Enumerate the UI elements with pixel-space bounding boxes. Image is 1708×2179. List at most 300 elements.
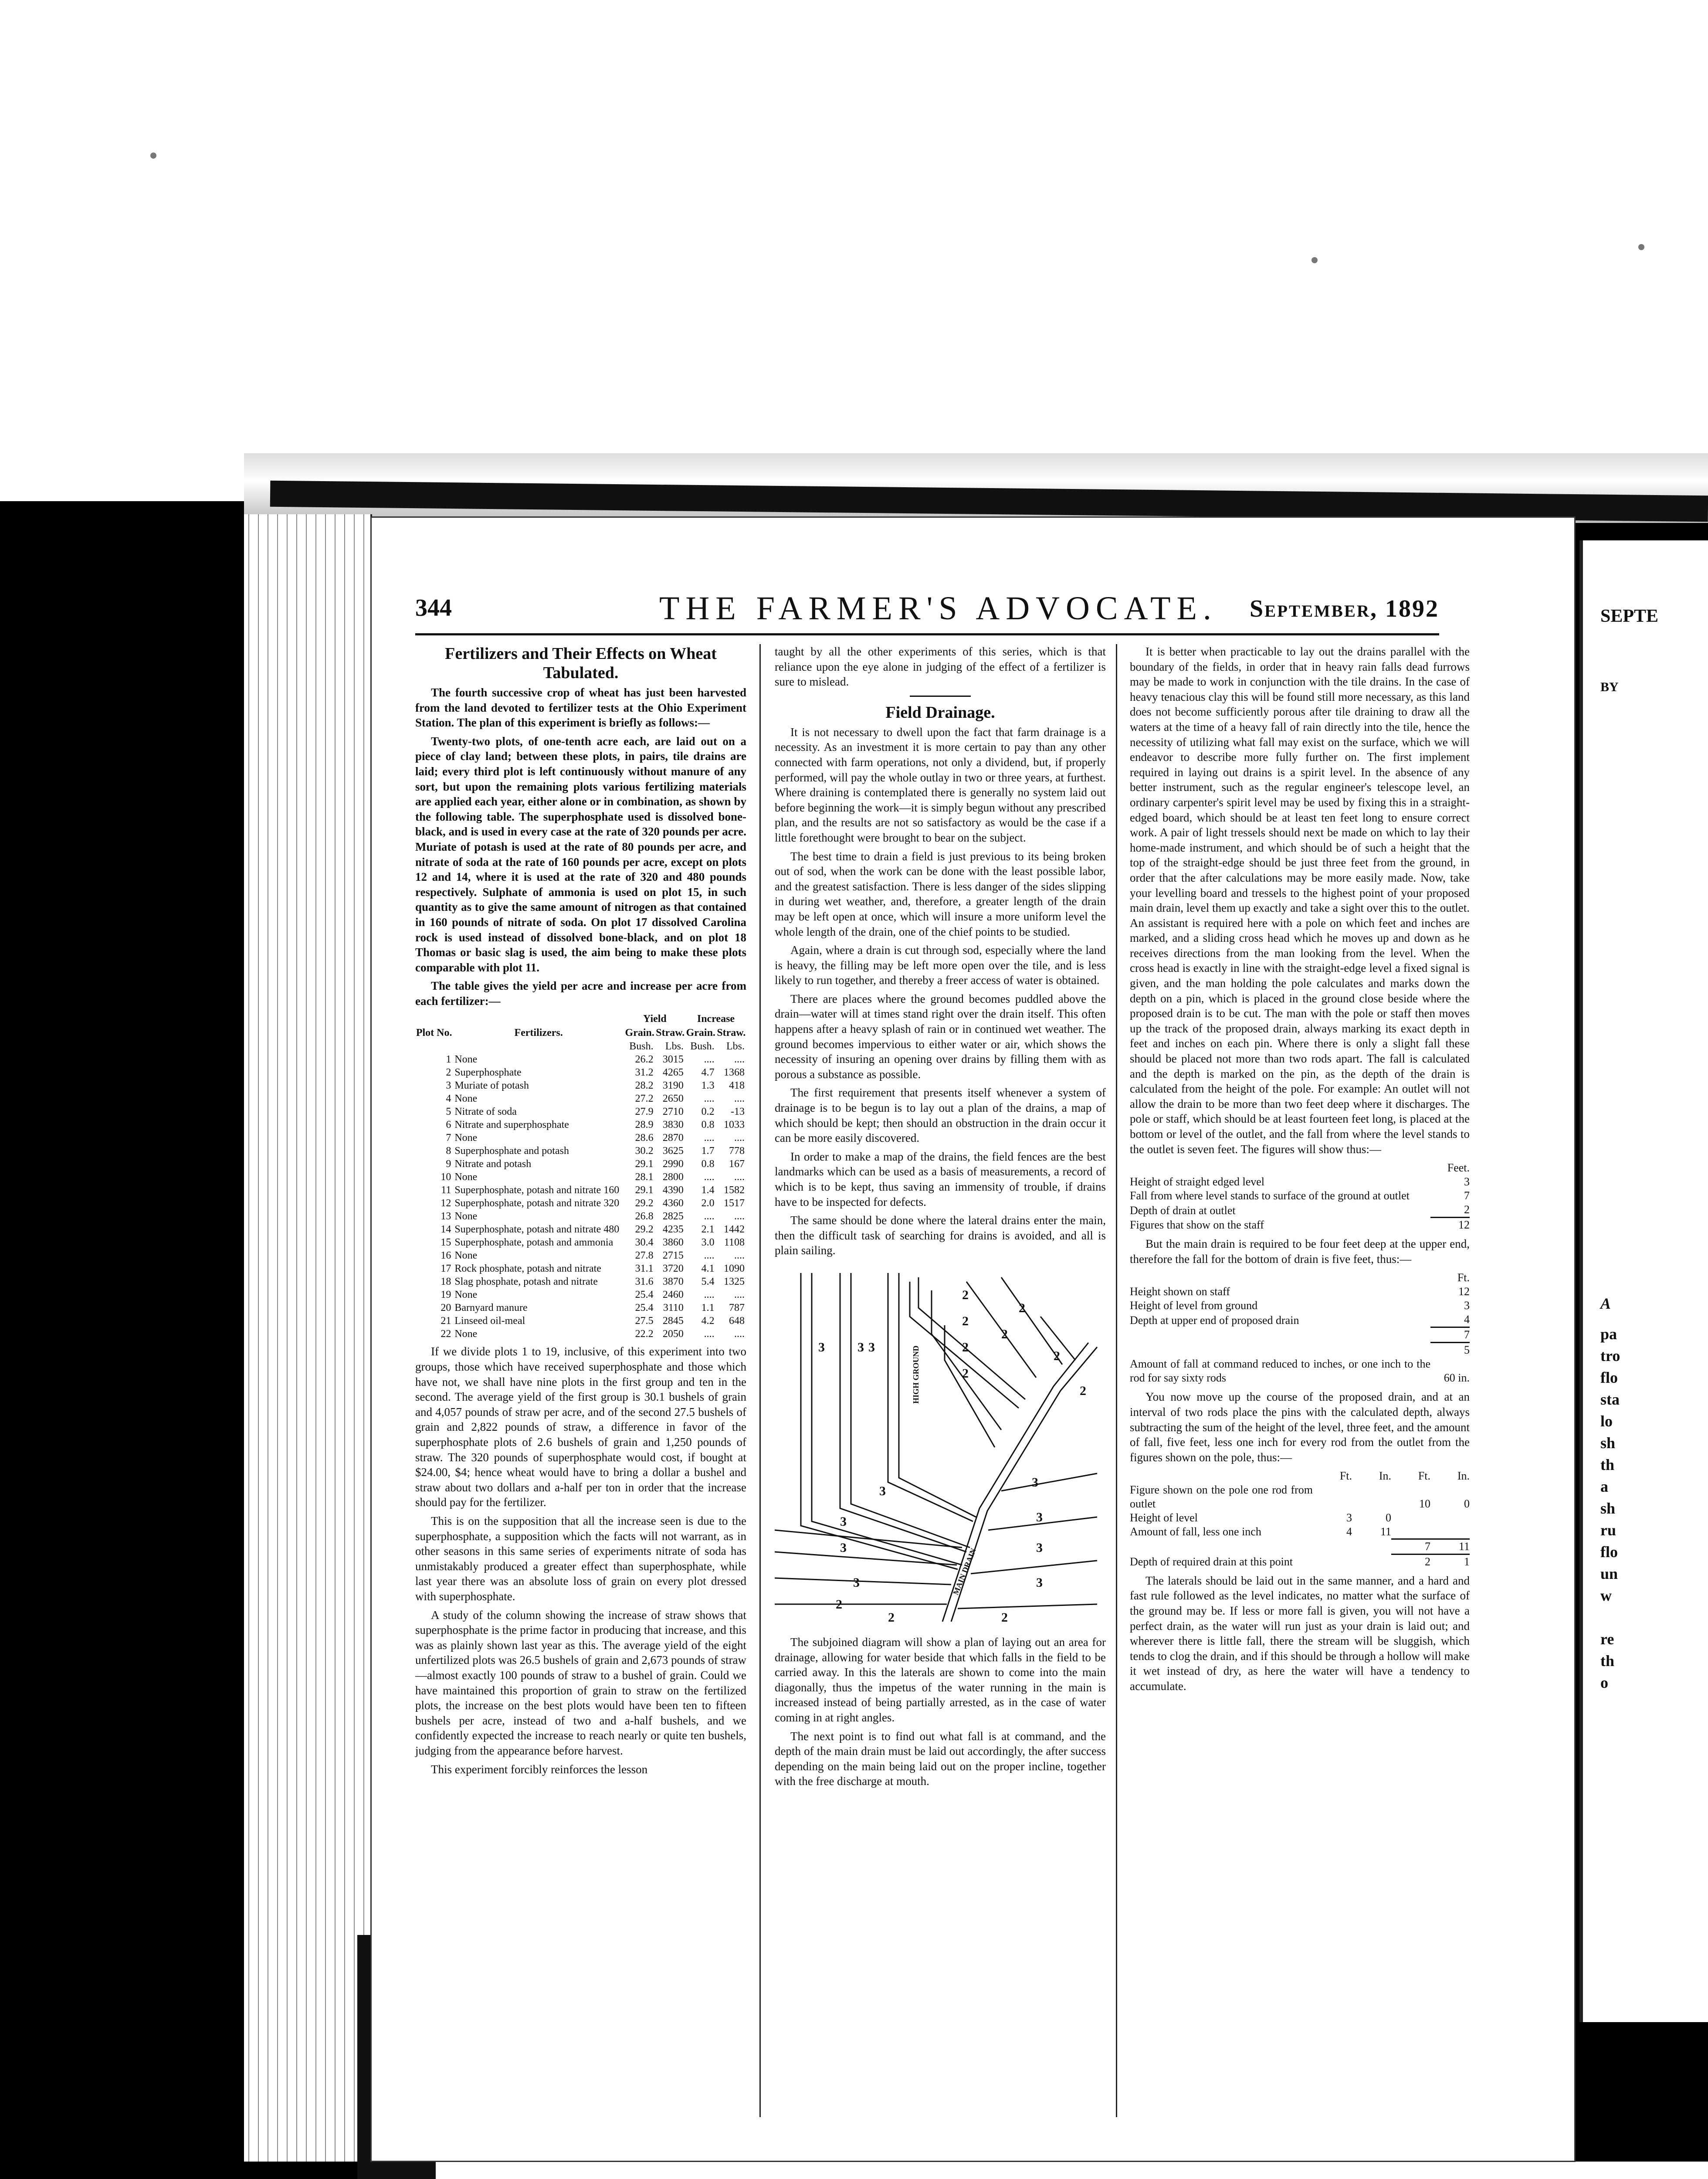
- paragraph: The subjoined diagram will show a plan of laying out an area for drainage, allowing for water beside that which falls in the field to be carried away. In this the laterals are shown to come into the main diagonally, thus the impetus of the water running in the main is increased instead of being partially arrested, as in the case of water coming in at right angles.: [775, 1635, 1106, 1724]
- calc-value: 4: [1464, 1313, 1470, 1326]
- table-row: [415, 1079, 746, 1092]
- adjacent-page-text: un: [1600, 1565, 1618, 1582]
- yield-value-cell: 2990: [662, 1158, 684, 1170]
- plot-number-cell: 18: [441, 1276, 451, 1288]
- fertilizer-cell: None: [454, 1132, 478, 1144]
- plot-number-cell: 10: [441, 1171, 451, 1183]
- yield-value-cell: 22.2: [635, 1328, 654, 1340]
- calc-value: 11: [1380, 1525, 1391, 1538]
- adjacent-page-text: re: [1600, 1630, 1614, 1648]
- paragraph: If we divide plots 1 to 19, inclusive, of this experiment into two groups, those which have received superphosphate and those which have not, we shall have nine plots in the first group and ten in the second. The average yield of the first group is 30.1 bushels of grain and 4,057 pounds of straw per acre, and of the second 27.5 bushels of grain and 2,822 pounds of straw, a difference in favor of the superphosphate plots of 2.6 bushels of grain and 1,250 pounds of straw. The 320 pounds of superphosphate would cost, if bought at $24.00, $4; hence wheat would have to bring a dollar a bushel and straw about two dollars and a-half per ton in order that the increase should pay for the fertilizer.: [415, 1345, 746, 1509]
- yield-value-cell: 27.2: [635, 1093, 654, 1105]
- yield-value-cell: 1090: [724, 1263, 745, 1275]
- plot-number-cell: 15: [441, 1237, 451, 1249]
- calc-label: Amount of fall at command reduced to inches, or one inch to the rod for say sixty rods: [1130, 1358, 1430, 1385]
- adjacent-page-text: flo: [1600, 1369, 1618, 1386]
- yield-value-cell: ....: [734, 1171, 745, 1183]
- table-row: [415, 1288, 746, 1301]
- page-stack-edge: [244, 514, 372, 2162]
- yield-value-cell: 1442: [724, 1224, 745, 1235]
- yield-value-cell: 30.4: [635, 1237, 654, 1249]
- plot-number-cell: 11: [441, 1185, 451, 1196]
- adjacent-page-text: BY: [1600, 680, 1619, 694]
- fertilizer-cell: Superphosphate, potash and nitrate 320: [454, 1198, 620, 1209]
- plot-number-cell: 4: [446, 1093, 451, 1105]
- table-header: Straw.: [717, 1027, 746, 1039]
- diagram-label: 3: [1036, 1540, 1043, 1555]
- plot-number-cell: 19: [441, 1289, 451, 1301]
- calc-label: Height of level from ground: [1130, 1299, 1258, 1312]
- paragraph: The next point is to find out what fall is at command, and the depth of the main drain must be laid out accordingly, the after success depending on the main being laid out on the proper incline, together with the free discharge at mouth.: [775, 1729, 1106, 1788]
- article-separator: [910, 696, 971, 697]
- yield-value-cell: 2800: [662, 1171, 684, 1183]
- yield-value-cell: 648: [729, 1315, 745, 1327]
- lateral-drain: [971, 1561, 1097, 1574]
- adjacent-page-text: sta: [1600, 1391, 1620, 1408]
- yield-value-cell: 25.4: [635, 1302, 654, 1314]
- yield-value-cell: 1108: [724, 1237, 745, 1249]
- calc-subtotal: 7: [1430, 1327, 1470, 1343]
- plot-number-cell: 12: [441, 1198, 451, 1209]
- calc-value: 0: [1386, 1511, 1391, 1524]
- calc-value: 1: [1430, 1554, 1470, 1569]
- table-group-header: Increase: [697, 1013, 735, 1025]
- yield-value-cell: 4235: [662, 1224, 684, 1235]
- diagram-label: 3: [818, 1340, 825, 1354]
- yield-value-cell: 787: [729, 1302, 745, 1314]
- table-row: [415, 1249, 746, 1262]
- calc-label: Depth at upper end of proposed drain: [1130, 1314, 1299, 1327]
- calc-value: 3: [1346, 1511, 1352, 1524]
- article-title: Fertilizers and Their Effects on Wheat Tabulated.: [445, 645, 717, 682]
- table-row: [415, 1197, 746, 1210]
- yield-value-cell: 0.8: [701, 1158, 715, 1170]
- fertilizer-cell: Muriate of potash: [454, 1080, 529, 1092]
- calc-value: 2: [1464, 1203, 1470, 1216]
- column-divider: [759, 644, 761, 2117]
- yield-value-cell: 2.1: [701, 1224, 715, 1235]
- table-unit: Bush.: [690, 1041, 715, 1052]
- calculation-table-1: [1130, 1161, 1470, 1232]
- plot-number-cell: 20: [441, 1302, 451, 1314]
- calc-sum: 11: [1430, 1539, 1470, 1554]
- yield-value-cell: 4390: [662, 1185, 684, 1196]
- calc-value: 4: [1346, 1525, 1352, 1538]
- plot-number-cell: 9: [446, 1158, 451, 1170]
- yield-value-cell: 2715: [662, 1250, 684, 1262]
- paragraph: The fourth successive crop of wheat has just been harvested from the land devoted to fertilizer tests at the Ohio Experiment Station. The plan of this experiment is briefly as follows:—: [415, 686, 746, 730]
- paragraph: The same should be done where the lateral drains enter the main, then the difficult task of searching for drains is avoided, and all is plain sailing.: [775, 1214, 1106, 1257]
- yield-value-cell: ....: [704, 1211, 715, 1222]
- fertilizer-cell: None: [454, 1211, 478, 1222]
- drainage-diagram: [775, 1264, 1106, 1630]
- paragraph: A study of the column showing the increase of straw shows that superphosphate is the prime factor in producing that increase, and this was as plainly shown last year as this. The average yield of the eight unfertilized plots was 26.5 bushels of grain and 2,673 pounds of straw—almost exactly 100 pounds of straw to a bushel of grain. Could we have maintained this proportion of grain to straw on the fertilized plots, the increase on the best plots would have been ten to fifteen bushels per acre, instead of two and a-half bushels, and we confidently expected the increase to reach nearly or quite ten bushels, judging from the appearance before harvest.: [415, 1608, 746, 1757]
- yield-value-cell: 29.1: [635, 1185, 654, 1196]
- yield-value-cell: 2460: [662, 1289, 684, 1301]
- diagram-label: 2: [1080, 1383, 1086, 1398]
- yield-value-cell: 28.2: [635, 1080, 654, 1092]
- calc-unit: Ft.: [1418, 1470, 1430, 1483]
- table-group-header: Yield: [643, 1013, 667, 1025]
- paragraph: The best time to drain a field is just previous to its being broken out of sod, when the work can be done with the least possible labor, and the greatest satisfaction. There is less danger of the sides slipping in during wet weather, and, therefore, a greater length of the drain may be left open at once, which will insure a more uniform level the whole length of the drain, one of the chief points to be studied.: [775, 849, 1106, 938]
- fertilizer-cell: None: [454, 1250, 478, 1262]
- diagram-label: 2: [962, 1340, 969, 1354]
- yield-value-cell: 27.5: [635, 1315, 654, 1327]
- lateral-drain: [775, 1578, 951, 1585]
- diagram-label: 2: [962, 1366, 969, 1381]
- yield-value-cell: 26.2: [635, 1054, 654, 1066]
- calc-label: Height of straight edged level: [1130, 1175, 1265, 1188]
- yield-value-cell: 3.0: [701, 1237, 715, 1249]
- page-number: 344: [415, 594, 452, 621]
- calc-label: Fall from where level stands to surface of the ground at outlet: [1130, 1189, 1410, 1202]
- dust-speck: [1638, 244, 1644, 250]
- fertilizer-cell: None: [454, 1289, 478, 1301]
- diagram-label: 3: [857, 1340, 864, 1354]
- calc-unit: Ft.: [1339, 1470, 1352, 1483]
- yield-value-cell: ....: [704, 1093, 715, 1105]
- fertilizer-cell: Superphosphate, potash and nitrate 480: [454, 1224, 620, 1235]
- yield-value-cell: 1.3: [701, 1080, 715, 1092]
- calc-sum: 7: [1391, 1539, 1430, 1554]
- lateral-drain: [812, 1273, 962, 1565]
- fertilizer-cell: Linseed oil-meal: [454, 1315, 525, 1327]
- calc-value: 3: [1464, 1175, 1470, 1188]
- column-1: [415, 644, 746, 1780]
- paragraph: The table gives the yield per acre and increase per acre from each fertilizer:—: [415, 979, 746, 1008]
- lateral-drain: [988, 1517, 1097, 1530]
- fertilizer-cell: Nitrate and superphosphate: [454, 1119, 569, 1131]
- lateral-drain: [932, 1287, 1001, 1430]
- table-header: Grain.: [625, 1027, 654, 1039]
- diagram-label: 3: [868, 1340, 875, 1354]
- adjacent-page-text: pa: [1600, 1325, 1617, 1343]
- diagram-label: 3: [879, 1483, 886, 1498]
- yield-value-cell: 4.2: [701, 1315, 715, 1327]
- issue-date: September, 1892: [1249, 595, 1439, 622]
- plot-number-cell: 5: [446, 1106, 451, 1118]
- yield-value-cell: 778: [729, 1145, 745, 1157]
- calc-label: Amount of fall, less one inch: [1130, 1525, 1261, 1538]
- table-row: [415, 1144, 746, 1157]
- diagram-label: 2: [888, 1610, 895, 1625]
- yield-value-cell: ....: [734, 1054, 745, 1066]
- yield-value-cell: ....: [704, 1171, 715, 1183]
- diagram-label: 2: [1001, 1610, 1008, 1625]
- plot-number-cell: 21: [441, 1315, 451, 1327]
- yield-table: [415, 1012, 746, 1341]
- article-intro: [415, 685, 746, 1008]
- fertilizer-cell: None: [454, 1171, 478, 1183]
- adjacent-page-text: o: [1600, 1674, 1608, 1691]
- yield-value-cell: 3870: [662, 1276, 684, 1288]
- yield-table-body: [415, 1053, 746, 1341]
- yield-value-cell: 4.7: [701, 1067, 715, 1079]
- calc-unit: In.: [1457, 1470, 1470, 1483]
- calc-label: Height shown on staff: [1130, 1285, 1230, 1298]
- yield-value-cell: 167: [729, 1158, 745, 1170]
- calc-value: 60 in.: [1444, 1371, 1470, 1385]
- calc-unit: Ft.: [1457, 1271, 1470, 1284]
- table-row: [415, 1262, 746, 1275]
- scan-background-bottom: [436, 2162, 1708, 2179]
- yield-value-cell: 25.4: [635, 1289, 654, 1301]
- adjacent-page-date: SEPTE: [1600, 606, 1659, 626]
- yield-value-cell: 30.2: [635, 1145, 654, 1157]
- publication-title: THE FARMER'S ADVOCATE.: [659, 590, 1217, 627]
- yield-value-cell: 1.7: [701, 1145, 715, 1157]
- yield-value-cell: 31.6: [635, 1276, 654, 1288]
- paragraph: It is better when practicable to lay out the drains parallel with the boundary of the fields, in order that in heavy rain falls dead furrows may be made to work in conjunction with the tile drains. In the case of heavy tenacious clay this will be found still more necessary, as this land does not become sufficiently porous after tile draining to draw all the waters at the time of a heavy fall of rain directly into the tile, hence the necessity of utilizing what fall may exist on the surface, which we will endeavor to describe more fully further on. The first implement required in laying out drains is a spirit level. In the absence of any better instrument, such as the regular engineer's telescope level, an ordinary carpenter's spirit level may be used by fixing this in a straight-edged board, which should be at least ten feet long to ensure correct work. A pair of light tressels should next be made on which to lay their home-made instrument, and which should be of such a height that the top of the straight-edge should be just three feet from the ground, in order that the after calculations may be more easily made. Now, take your levelling board and tressels to the highest point of your proposed main drain, level them up exactly and take a sight over this to the outlet. An assistant is required here with a pole on which feet and inches are marked, and a sliding cross head which he moves up and down as he receives directions from the man looking from the level. When the cross head is exactly in line with the straight-edge level a fixed signal is given, and the man holding the pole calculates and marks down the depth on a pin, which is placed in the ground close beside where the proposed drain is to be cut. The man with the pole or staff then moves up the track of the proposed drain, always marking its exact depth in feet and inches on each pin. Where there is only a slight fall these should be placed not more than two rods apart. The fall is calculated and the depth is marked on the pin, as the depth of the drain is calculated from the height of the pole. For example: An outlet will not allow the drain to be more than two feet deep where it discharges. The pole or staff, which should be at least fourteen feet long, is placed at the bottom or level of the outlet, and the fall from where the level stands to the outlet is seven feet. The figures will show thus:—: [1130, 645, 1470, 1156]
- yield-value-cell: 2825: [662, 1211, 684, 1222]
- calc-value: 0: [1464, 1497, 1470, 1510]
- yield-value-cell: 29.2: [635, 1198, 654, 1209]
- table-unit: Bush.: [629, 1041, 654, 1052]
- table-unit: Lbs.: [726, 1041, 745, 1052]
- yield-value-cell: ....: [704, 1132, 715, 1144]
- diagram-label: 2: [1054, 1348, 1060, 1363]
- paragraph: Twenty-two plots, of one-tenth acre each, are laid out on a piece of clay land; between these plots, in pairs, tile drains are laid; every third plot is left continuously without manure of any sort, but upon the remaining plots various fertilizing materials are applied each year, either alone or in combination, as shown by the following table. The superphosphate used is dissolved bone-black, and is used in every case at the rate of 320 pounds per acre. Muriate of potash is used at the rate of 80 pounds per acre, and nitrate of soda at the rate of 160 pounds per acre, except on plots 12 and 14, where it is used at the rate of 320 and 480 pounds respectively. Sulphate of ammonia is used on plot 15, in such quantity as to give the same amount of nitrogen as that contained in 160 pounds of nitrate of soda. On plot 17 dissolved Carolina rock is used instead of dissolved bone-black, and on plot 18 Thomas or basic slag is used, the aim being to make these plots comparable with plot 11.: [415, 734, 746, 974]
- fertilizer-cell: Nitrate and potash: [454, 1158, 532, 1170]
- fertilizer-cell: Rock phosphate, potash and nitrate: [454, 1263, 601, 1275]
- calc-unit: In.: [1379, 1470, 1391, 1483]
- calc-value: 2: [1391, 1554, 1430, 1569]
- calculation-table-3: [1130, 1469, 1470, 1569]
- yield-value-cell: 1033: [724, 1119, 745, 1131]
- yield-value-cell: 1325: [724, 1276, 745, 1288]
- yield-value-cell: 1368: [724, 1067, 745, 1079]
- dust-speck: [150, 153, 156, 159]
- yield-value-cell: 27.9: [635, 1106, 654, 1118]
- table-header: Plot No.: [416, 1027, 452, 1039]
- paragraph: The first requirement that presents itself whenever a system of drainage is to be begun is to lay out a plan of the drains, a map of which should be kept; then should an obstruction in the drain occur it can be more easily discovered.: [775, 1086, 1106, 1145]
- diagram-high-ground-label: HIGH GROUND: [912, 1345, 920, 1404]
- yield-value-cell: 26.8: [635, 1211, 654, 1222]
- yield-value-cell: 3860: [662, 1237, 684, 1249]
- yield-value-cell: 2845: [662, 1315, 684, 1327]
- calc-value: 7: [1464, 1189, 1470, 1202]
- yield-value-cell: 3110: [663, 1302, 684, 1314]
- calc-label: Figure shown on the pole one rod from outlet: [1130, 1483, 1313, 1510]
- diagram-label: 3: [1036, 1510, 1043, 1524]
- table-unit: Lbs.: [665, 1041, 684, 1052]
- table-header: Fertilizers.: [514, 1027, 563, 1039]
- masthead: [415, 590, 1439, 629]
- fertilizer-cell: Nitrate of soda: [454, 1106, 517, 1118]
- fertilizer-cell: Superphosphate: [454, 1067, 522, 1079]
- diagram-main-drain-label: MAIN DRAIN: [951, 1547, 978, 1596]
- paragraph: In order to make a map of the drains, the field fences are the best landmarks which can be used as a basis of measurements, a record of which is to be kept, thus saving an immensity of trouble, if drains have to be inspected for defects.: [775, 1150, 1106, 1208]
- table-row: [415, 1314, 746, 1327]
- calc-label: Depth of drain at outlet: [1130, 1204, 1236, 1217]
- fertilizer-cell: Barnyard manure: [454, 1302, 528, 1314]
- plot-number-cell: 6: [446, 1119, 451, 1131]
- dust-speck: [1312, 257, 1318, 263]
- adjacent-page-fragment: [1579, 540, 1708, 2022]
- table-row: [415, 1275, 746, 1288]
- yield-value-cell: ....: [734, 1093, 745, 1105]
- column-2: [775, 644, 1106, 1792]
- yield-value-cell: 1.1: [701, 1302, 715, 1314]
- yield-value-cell: 2710: [662, 1106, 684, 1118]
- yield-value-cell: 1.4: [701, 1185, 715, 1196]
- table-header: Grain.: [686, 1027, 715, 1039]
- yield-value-cell: 2870: [662, 1132, 684, 1144]
- calc-label: Figures that show on the staff: [1130, 1218, 1264, 1232]
- yield-value-cell: 0.8: [701, 1119, 715, 1131]
- lateral-drain: [888, 1273, 973, 1521]
- yield-value-cell: 2050: [662, 1328, 684, 1340]
- table-row: [415, 1118, 746, 1131]
- calc-result: 5: [1430, 1343, 1470, 1358]
- calc-total: 12: [1430, 1218, 1470, 1232]
- plot-number-cell: 13: [441, 1211, 451, 1222]
- yield-value-cell: 28.1: [635, 1171, 654, 1183]
- plot-number-cell: 14: [441, 1224, 451, 1235]
- yield-value-cell: 3625: [662, 1145, 684, 1157]
- table-row: [415, 1092, 746, 1105]
- diagram-label: 3: [853, 1575, 860, 1590]
- adjacent-page-text: tro: [1600, 1347, 1620, 1364]
- yield-value-cell: 1582: [724, 1185, 745, 1196]
- adjacent-page-text: A: [1600, 1295, 1611, 1312]
- calc-unit: Feet.: [1447, 1161, 1470, 1174]
- paragraph: There are places where the ground becomes puddled above the drain—water will at times stand right over the drain itself. This often happens after a heavy splash of rain or in continued wet weather. The ground becomes impervious to either water or air, which shows the necessity of insuring an opening over drains by filling them with as porous a substance as possible.: [775, 992, 1106, 1081]
- diagram-label: 2: [1001, 1327, 1008, 1341]
- lateral-drain: [1001, 1277, 1062, 1364]
- table-row: [415, 1210, 746, 1223]
- yield-value-cell: 28.9: [635, 1119, 654, 1131]
- paragraph: This experiment forcibly reinforces the lesson: [431, 1762, 648, 1776]
- plot-number-cell: 17: [441, 1263, 451, 1275]
- yield-value-cell: ....: [734, 1289, 745, 1301]
- column-divider: [1116, 644, 1117, 2117]
- yield-value-cell: ....: [704, 1328, 715, 1340]
- fertilizer-cell: Slag phosphate, potash and nitrate: [454, 1276, 598, 1288]
- yield-value-cell: 29.2: [635, 1224, 654, 1235]
- yield-value-cell: 3720: [662, 1263, 684, 1275]
- yield-value-cell: 4360: [662, 1198, 684, 1209]
- plot-number-cell: 3: [446, 1080, 451, 1092]
- adjacent-page-text: flo: [1600, 1543, 1618, 1561]
- paragraph: taught by all the other experiments of this series, which is that reliance upon the eye alone in judging of the effect of a fertilizer is sure to mislead.: [775, 645, 1106, 689]
- lateral-drain: [1001, 1473, 1097, 1491]
- yield-value-cell: 3015: [662, 1054, 684, 1066]
- paragraph: You now move up the course of the proposed drain, and at an interval of two rods place the pins with the calculated depth, always subtracting the sum of the height of the level, three feet, and the amount of fall, five feet, less one inch for every rod from the outlet from the figures shown on the pole, thus:—: [1130, 1390, 1470, 1464]
- calculation-table-2: [1130, 1271, 1470, 1385]
- table-row: [415, 1066, 746, 1079]
- adjacent-page-text: sh: [1600, 1434, 1616, 1452]
- yield-value-cell: 29.1: [635, 1158, 654, 1170]
- yield-value-cell: ....: [734, 1328, 745, 1340]
- fertilizer-cell: None: [454, 1328, 478, 1340]
- adjacent-page-text: ru: [1600, 1521, 1616, 1539]
- fertilizer-cell: None: [454, 1054, 478, 1066]
- yield-value-cell: ....: [704, 1289, 715, 1301]
- column-3: [1130, 644, 1470, 1697]
- table-row: [415, 1301, 746, 1314]
- lateral-drain: [958, 1604, 1097, 1609]
- yield-value-cell: 27.8: [635, 1250, 654, 1262]
- diagram-label: 3: [1032, 1475, 1038, 1490]
- table-row: [415, 1131, 746, 1144]
- yield-value-cell: ....: [734, 1132, 745, 1144]
- adjacent-page-text: w: [1600, 1587, 1612, 1604]
- scan-background-top: [0, 0, 1708, 501]
- plot-number-cell: 2: [446, 1067, 451, 1079]
- yield-value-cell: 2.0: [701, 1198, 715, 1209]
- adjacent-page-text: a: [1600, 1478, 1608, 1495]
- yield-value-cell: ....: [704, 1250, 715, 1262]
- plot-number-cell: 16: [441, 1250, 451, 1262]
- table-header: Straw.: [656, 1027, 685, 1039]
- fertilizer-cell: None: [454, 1093, 478, 1105]
- diagram-label: 2: [962, 1314, 969, 1328]
- yield-value-cell: 5.4: [701, 1276, 715, 1288]
- diagram-label: 3: [840, 1514, 847, 1529]
- newspaper-page: [370, 516, 1576, 2162]
- yield-value-cell: 0.2: [701, 1106, 715, 1118]
- diagram-label: 2: [1019, 1300, 1025, 1315]
- paragraph: But the main drain is required to be four feet deep at the upper end, therefore the fall for the bottom of drain is five feet, thus:—: [1130, 1237, 1470, 1266]
- diagram-label: 3: [840, 1540, 847, 1555]
- paragraph: Again, where a drain is cut through sod, especially where the land is heavy, the filling may be left more open over the tile, and is less likely to run together, and thereby a freer access of water is obtained.: [775, 944, 1106, 987]
- table-row: [415, 1105, 746, 1118]
- paragraph: This is on the supposition that all the increase seen is due to the superphosphate, a supposition which the facts will not warrant, as in other seasons in this same series of experiments nitrate of soda has unmistakably produced a greater effect than superphosphate, while last year there was an absolute loss of grain on every plot dressed with superphosphate.: [415, 1514, 746, 1603]
- table-row: [415, 1053, 746, 1066]
- table-row: [415, 1236, 746, 1249]
- adjacent-page-text: sh: [1600, 1500, 1616, 1517]
- adjacent-page-text: th: [1600, 1652, 1615, 1670]
- diagram-label: 3: [1036, 1575, 1043, 1590]
- table-row: [415, 1171, 746, 1184]
- drainage-diagram-svg: [775, 1264, 1106, 1630]
- calc-value: 10: [1419, 1497, 1430, 1510]
- plot-number-cell: 7: [446, 1132, 451, 1144]
- plot-number-cell: 8: [446, 1145, 451, 1157]
- yield-value-cell: ....: [734, 1211, 745, 1222]
- fertilizer-cell: Superphosphate and potash: [454, 1145, 569, 1157]
- calc-value: 12: [1458, 1285, 1470, 1298]
- table-row: [415, 1157, 746, 1171]
- table-row: [415, 1223, 746, 1236]
- yield-value-cell: 3190: [662, 1080, 684, 1092]
- calc-label: Height of level: [1130, 1511, 1198, 1524]
- paragraph: It is not necessary to dwell upon the fact that farm drainage is a necessity. As an investment it is more certain to pay than any other connected with farm operations, not only a dividend, but, if properly performed, will pay the whole outlay in two or three years, at furthest. Where draining is contemplated there is generally no system laid out before beginning the work—it is simply begun without any prescribed plan, and the results are not so satisfactory as would be the case if a little forethought were brought to bear on the subject.: [775, 725, 1106, 844]
- plot-number-cell: 22: [441, 1328, 451, 1340]
- yield-value-cell: -13: [731, 1106, 745, 1118]
- yield-value-cell: ....: [704, 1054, 715, 1066]
- table-row: [415, 1184, 746, 1197]
- paragraph: The laterals should be laid out in the same manner, and a hard and fast rule followed as the level indicates, no matter what the surface of the ground may be. If less or more fall is given, you will not have a perfect drain, as the water will run just as your drain is laid out; and wherever there is little fall, there the stream will be sluggish, which tends to clog the drain, and if this should be through a hollow will make it wet instead of dry, as here the water will have a tendency to accumulate.: [1130, 1574, 1470, 1693]
- yield-value-cell: 31.1: [635, 1263, 654, 1275]
- yield-value-cell: 418: [729, 1080, 745, 1092]
- fertilizer-cell: Superphosphate, potash and ammonia: [454, 1237, 613, 1249]
- calc-label: Depth of required drain at this point: [1130, 1555, 1293, 1568]
- yield-value-cell: 31.2: [635, 1067, 654, 1079]
- plot-number-cell: 1: [446, 1054, 451, 1066]
- yield-value-cell: 2650: [662, 1093, 684, 1105]
- adjacent-page-text: th: [1600, 1456, 1615, 1473]
- diagram-label: 2: [962, 1287, 969, 1302]
- adjacent-page-text: lo: [1600, 1412, 1613, 1430]
- yield-value-cell: 4.1: [701, 1263, 715, 1275]
- article-title: Field Drainage.: [885, 703, 995, 722]
- table-row: [415, 1327, 746, 1341]
- main-drain-line: [951, 1347, 1097, 1622]
- yield-value-cell: 4265: [662, 1067, 684, 1079]
- yield-value-cell: 28.6: [635, 1132, 654, 1144]
